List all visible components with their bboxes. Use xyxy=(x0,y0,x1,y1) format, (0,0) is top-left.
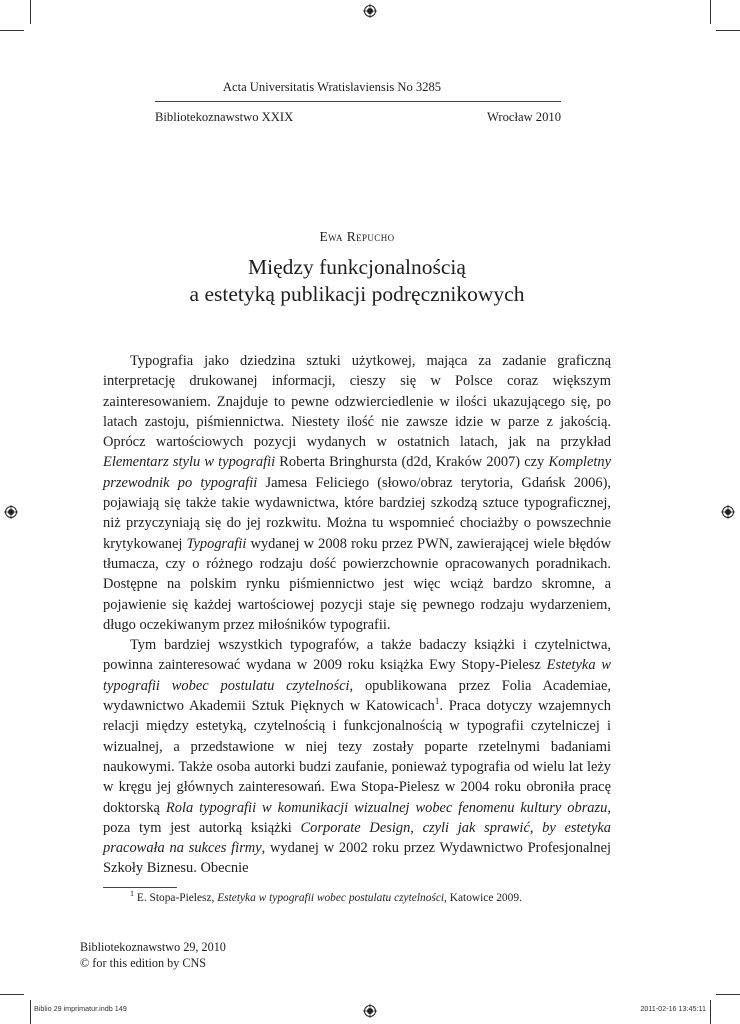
crop-mark-top-right xyxy=(710,0,711,24)
series-title: Bibliotekoznawstwo XXIX xyxy=(155,110,294,124)
footnote-reference: 1 xyxy=(434,696,440,707)
footnote-number: 1 xyxy=(130,889,134,899)
italic-title-run: Typografii xyxy=(186,535,247,552)
colophon-line-2: © for this edition by CNS xyxy=(80,956,207,970)
colophon-line-1: Bibliotekoznawstwo 29, 2010 xyxy=(80,940,226,954)
registration-mark-icon xyxy=(363,1004,377,1018)
footnote xyxy=(103,891,611,906)
header-rule xyxy=(155,101,561,102)
text-run: Jamesa Feliciego (słowo/obraz terytoria, Gdańsk 2006), pojawiają się także takie wydawnictwa, które bardziej szkodzą sztuce typograficznej, niż przyczyniają się do jej rozkwitu. Można tu wspomnieć chociażby o powszechnie krytykowanej xyxy=(103,474,611,552)
crop-mark-left-top xyxy=(0,30,24,31)
italic-title-run: Rola typografii w komunikacji wizualnej wobec fenomenu kultury obrazu xyxy=(165,799,608,816)
footnote-text-italic: Estetyka w typografii wobec postulatu czytelności xyxy=(217,892,445,904)
footnote-text-pre: E. Stopa-Pielesz, xyxy=(136,892,218,904)
registration-mark-icon xyxy=(721,505,735,519)
text-run: Typografia jako dziedzina sztuki użytkowej, mająca za zadanie graficzną interpretację drukowanej informacji, cieszy się w Polsce coraz większym zainteresowaniem. Znajduje to pewne odzwierciedlenie w ilości ukazującego się, po latach zastoju, piśmiennictwa. Niestety ilość nie zawsze idzie w parze z jakością. Oprócz wartościowych pozycji wydanych w ostatnich latach, jak na przykład xyxy=(103,353,611,451)
registration-mark-icon xyxy=(363,4,377,18)
colophon xyxy=(80,939,226,971)
journal-title: Acta Universitatis Wratislaviensis No 3285 xyxy=(222,80,442,94)
registration-mark-icon xyxy=(4,505,18,519)
crop-mark-bottom-left xyxy=(30,1000,31,1024)
article-title-line-1: Między funkcjonalnością xyxy=(248,255,466,279)
text-run: wydanej w 2008 roku przez PWN, zawierającej wiele błędów tłumacza, czy o różnego rodzaju dość powierzchownie opracowanych poradnikach. Dostępne na polskim rynku piśmiennictwo jest więc wciąż bardzo skromne, a pojawienie się każdej wartościowej pozycji staje się pewnego rodzaju wydarzeniem, długo oczekiwanym przez miłośników typografii. xyxy=(103,535,611,633)
body-paragraph-2 xyxy=(103,635,611,879)
italic-title-run: Kompletny przewodnik po typografii xyxy=(103,454,611,491)
text-run: . Praca dotyczy wzajemnych relacji między estetyką, czytelnością i funkcjonalnością w typografii czytelniczej i wizualnej, a przedstawione w niej tezy zostały poparte rzetelnymi badaniami naukowymi. Także osoba autorki budzi zaufanie, ponieważ typografia od wielu lat leży w kręgu jej głównych zainteresowań. Ewa Stopa-Pielesz w 2004 roku obroniła pracę doktorską xyxy=(103,698,611,816)
italic-title-run: Elementarz stylu w typografii xyxy=(103,454,276,471)
footnote-text-post: , Katowice 2009. xyxy=(444,892,522,904)
crop-mark-top-left xyxy=(30,0,31,24)
text-run: , opublikowana przez Folia Academiae, wydawnictwo Akademii Sztuk Pięknych w Katowicach xyxy=(103,677,612,715)
italic-title-run: Estetyka w typografii wobec postulatu czytelności xyxy=(103,657,611,694)
article-author: Ewa Repucho xyxy=(319,229,395,244)
place-year: Wrocław 2010 xyxy=(487,110,561,124)
text-run: Roberta Bringhursta (d2d, Kraków 2007) czy xyxy=(275,454,549,471)
footnote-rule xyxy=(103,887,177,888)
slug-datetime: 2011-02-16 13:45:11 xyxy=(640,1004,706,1013)
text-run: Tym bardziej wszystkich typografów, a także badaczy książki i czytelnictwa, powinna zainteresować wydana w 2009 roku książka Ewy Stopy-Pielesz xyxy=(103,637,611,674)
article-body xyxy=(103,351,611,879)
crop-mark-bottom-right xyxy=(710,1000,711,1024)
crop-mark-right-top xyxy=(716,30,740,31)
text-run: , wydanej w 2002 roku przez Wydawnictwo Profesjonalnej Szkoły Biznesu. Obecnie xyxy=(103,840,612,877)
crop-mark-right-bottom xyxy=(716,994,740,995)
article-title-line-2: a estetyką publikacji podręcznikowych xyxy=(189,281,525,306)
crop-mark-left-bottom xyxy=(0,994,24,995)
article-title xyxy=(103,254,611,307)
body-paragraph-1 xyxy=(103,351,611,635)
slug-file: Biblio 29 imprimatur.indb 149 xyxy=(34,1004,127,1013)
text-run: , poza tym jest autorką książki xyxy=(103,799,611,836)
italic-title-run: Corporate Design, czyli jak sprawić, by estetyka pracowała na sukces firmy xyxy=(103,819,612,857)
